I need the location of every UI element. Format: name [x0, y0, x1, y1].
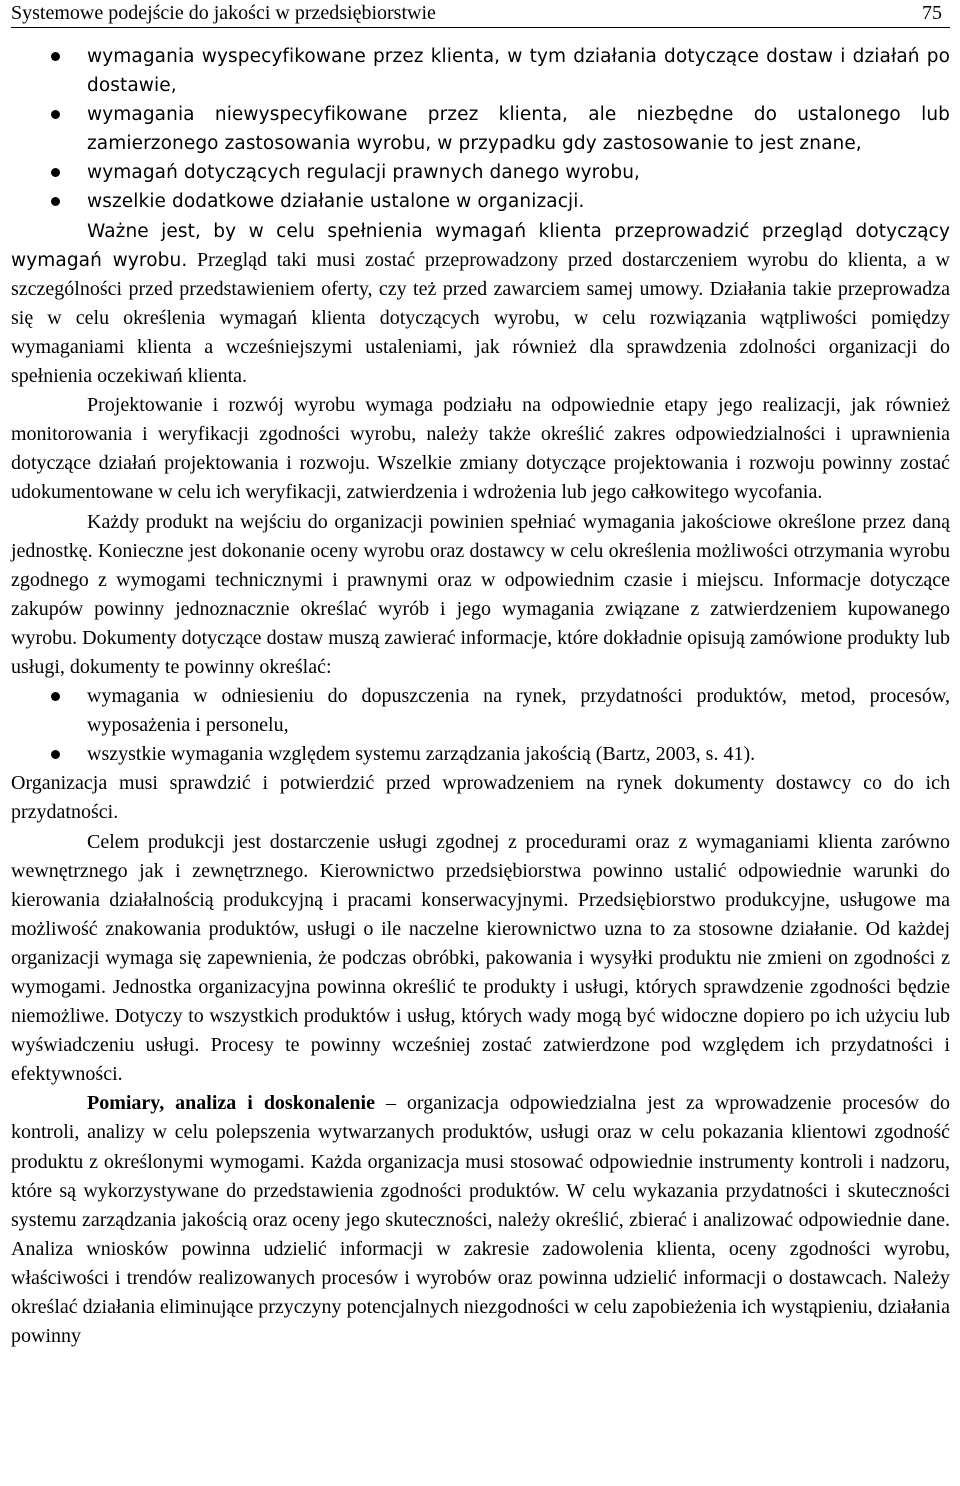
list-item: wszystkie wymagania względem systemu zarządzania jakością (Bartz, 2003, s. 41). — [11, 740, 950, 769]
paragraph-measurement-analysis — [11, 1089, 950, 1351]
purchase-documents-list — [11, 682, 950, 769]
paragraph-supplier-verification: Organizacja musi sprawdzić i potwierdzić przed wprowadzeniem na rynek dokumenty dostawcy co do ich przydatności. — [11, 772, 950, 824]
running-title: Systemowe podejście do jakości w przedsiębiorstwie — [11, 2, 436, 24]
list-item: wymagania niewyspecyfikowane przez klienta, ale niezbędne do ustalonego lub zamierzonego zastosowania wyrobu, w przypadku gdy zastosowanie to jest znane, — [11, 100, 950, 158]
body-text — [11, 42, 950, 1351]
list-item: wszelkie dodatkowe działanie ustalone w organizacji. — [11, 187, 950, 216]
list-item: wymagań dotyczących regulacji prawnych danego wyrobu, — [11, 158, 950, 187]
paragraph-customer-requirements — [11, 217, 950, 392]
paragraph-body: – organizacja odpowiedzialna jest za wprowadzenie procesów do kontroli, analizy w celu polepszenia wytwarzanych produktów, usługi oraz w celu pokazania klientowi zgodność produktu z określonymi wymogami. Każda organizacja musi stosować odpowiednie instrumenty kontroli i nadzoru, które są wykorzystywane do przedstawienia zgodności produktów. W celu wykazania przydatności i skuteczności systemu zarządzania jakością oraz oceny jego skuteczności, należy określić, zbierać i analizować odpowiednie dane. Analiza wniosków powinna udzielić informacji w zakresie zadowolenia klienta, oceny zgodności wyrobu, właściwości i trendów realizowanych procesów i wyrobów oraz powinna udzielić informacji o dostawcach. Należy określać działania eliminujące przyczyny potencjalnych niezgodności w celu zapobieżenia ich wystąpieniu, działania powinny — [11, 1092, 950, 1348]
running-header — [11, 0, 950, 28]
paragraph-design-development: Projektowanie i rozwój wyrobu wymaga podziału na odpowiednie etapy jego realizacji, jak również monitorowania i weryfikacji zgodności wyrobu, należy także określić zakres odpowiedzialności i uprawnienia dotyczące działań projektowania i rozwoju. Wszelkie zmiany dotyczące projektowania i rozwoju powinny zostać udokumentowane w celu ich weryfikacji, zatwierdzenia i wdrożenia lub jego całkowitego wycofania. — [11, 394, 950, 504]
list-item: wymagania wyspecyfikowane przez klienta, w tym działania dotyczące dostaw i działań po dostawie, — [11, 42, 950, 100]
requirements-list — [11, 42, 950, 217]
section-heading: Pomiary, analiza i doskonalenie — [87, 1092, 375, 1115]
paragraph-production: Celem produkcji jest dostarczenie usługi zgodnej z procedurami oraz z wymaganiami klienta zarówno wewnętrznego jak i zewnętrznego. Kierownictwo przedsiębiorstwa powinno ustalić odpowiednie warunki do kierowania działalnością produkcyjną i pracami konserwacyjnymi. Przedsiębiorstwo produkcyjne, usługowe ma możliwość znakowania produktów, usługi o ile naczelne kierownictwo uzna to za stosowne działanie. Od każdej organizacji wymaga się zapewnienia, że podczas obróbki, pakowania i wysyłki produktu nie zmieni on zgodności z wymogami. Jednostka organizacyjna powinna określić te produkty i usługi, których sprawdzenie zgodności będzie niemożliwe. Dotyczy to wszystkich produktów i usług, których wady mogą być widoczne dopiero po ich użyciu lub wyświadczeniu usługi. Procesy te powinny wcześniej zostać zatwierdzone pod względem ich przydatności i efektywności. — [11, 830, 950, 1086]
paragraph-body: Przegląd taki musi zostać przeprowadzony przed dostarczeniem wyrobu do klienta, a w szczególności przed przedstawieniem oferty, czy też przed zawarciem samej umowy. Działania takie przeprowadza się w celu określenia wymagań klienta dotyczących wyrobu, w celu rozwiązania wątpliwości pomiędzy wymaganiami klienta a wcześniejszymi ustaleniami, jak również dla sprawdzenia zdolności organizacji do spełnienia oczekiwań klienta. — [11, 248, 950, 388]
paragraph-purchasing: Każdy produkt na wejściu do organizacji powinien spełniać wymagania jakościowe określone przez daną jednostkę. Konieczne jest dokonanie oceny wyrobu oraz dostawcy w celu określenia możliwości otrzymania wyrobu zgodnego z wymogami technicznymi i prawnymi oraz w odpowiednim czasie i miejscu. Informacje dotyczące zakupów powinny jednoznacznie określać wyrób i jego wymagania związane z zatwierdzeniem kupowanego wyrobu. Dokumenty dotyczące dostaw muszą zawierać informacje, które dokładnie opisują zamówione produkty lub usługi, dokumenty te powinny określać: — [11, 510, 950, 678]
list-item: wymagania w odniesieniu do dopuszczenia na rynek, przydatności produktów, metod, procesów, wyposażenia i personelu, — [11, 682, 950, 740]
paragraph-lead-sentence: Ważne jest, by w celu spełnienia wymagań klienta przeprowadzić przegląd dotyczący wymagań wyrobu. — [11, 220, 950, 271]
page-number: 75 — [922, 2, 942, 24]
